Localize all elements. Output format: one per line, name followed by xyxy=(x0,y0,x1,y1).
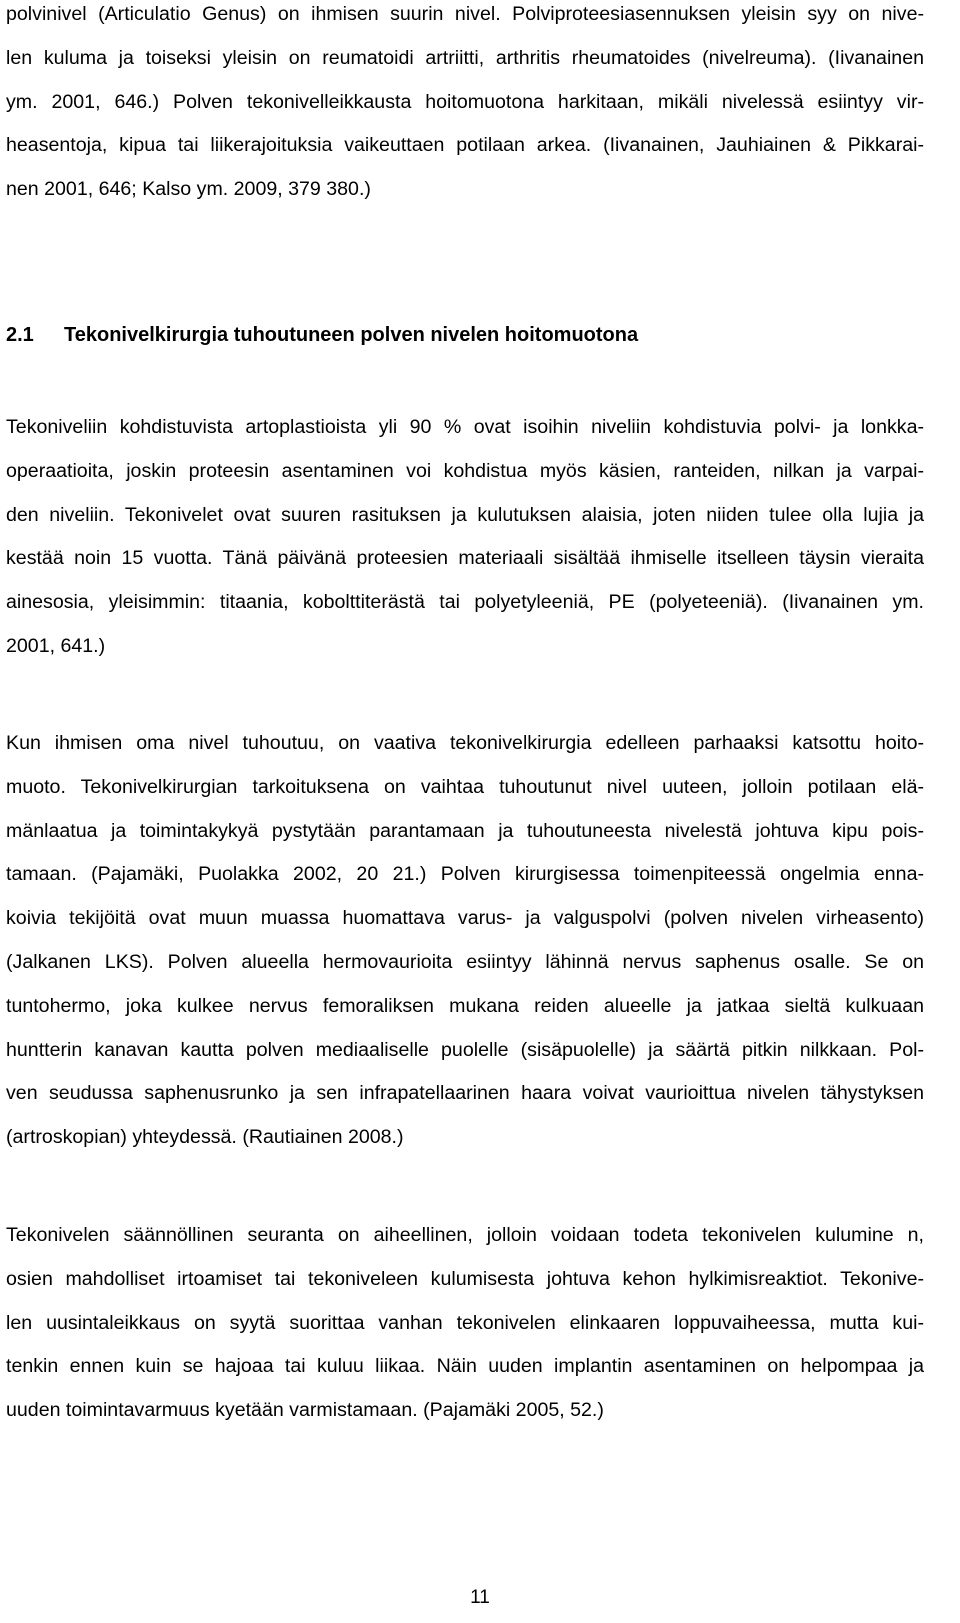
text-line: len kuluma ja toiseksi yleisin on reumatoidi artriitti, arthritis rheumatoides (nivelreuma). (Iivanainen xyxy=(6,46,924,69)
text-line: Kun ihmisen oma nivel tuhoutuu, on vaativa tekonivelkirurgia edelleen parhaaksi katsottu hoito- xyxy=(6,732,924,754)
text-line: (Jalkanen LKS). Polven alueella hermovaurioita esiintyy lähinnä nervus saphenus osalle. Se on xyxy=(6,950,924,973)
paragraph-implants xyxy=(6,406,924,669)
text-line: Tekonivelen säännöllinen seuranta on aiheellinen, jolloin voidaan todeta tekonivelen kulumine n, xyxy=(6,1224,924,1246)
text-line: osien mahdolliset irtoamiset tai tekoniveleen kulumisesta johtuva kehon hylkimisreaktiot. Tekonive- xyxy=(6,1267,924,1290)
text-line: heasentoja, kipua tai liikerajoituksia vaikeuttaen potilaan arkea. (Iivanainen, Jauhiainen & Pikkarai- xyxy=(6,134,924,157)
section-heading xyxy=(6,320,638,350)
text-line: nen 2001, 646; Kalso ym. 2009, 379 380.) xyxy=(6,178,371,201)
paragraph-followup xyxy=(6,1214,924,1433)
text-line: Tekoniveliin kohdistuvista artoplastioista yli 90 % ovat isoihin niveliin kohdistuvia polvi- ja lonkka- xyxy=(6,416,924,438)
text-line: polvinivel (Articulatio Genus) on ihmisen suurin nivel. Polviproteesiasennuksen yleisin syy on nive- xyxy=(6,3,924,25)
page-number: 11 xyxy=(470,1587,490,1608)
text-line: ven seudussa saphenusrunko ja sen infrapatellaarinen haara voivat vaurioittua nivelen tähystyksen xyxy=(6,1082,924,1105)
text-line: tamaan. (Pajamäki, Puolakka 2002, 20 21.) Polven kirurgisessa toimenpiteessä ongelmia enna- xyxy=(6,863,924,886)
text-line: 2001, 641.) xyxy=(6,634,106,657)
section-number: 2.1 xyxy=(6,324,34,346)
section-title: Tekonivelkirurgia tuhoutuneen polven nivelen hoitomuotona xyxy=(64,324,639,346)
text-line: koivia tekijöitä ovat muun muassa huomattava varus- ja valguspolvi (polven nivelen virheasento) xyxy=(6,907,924,930)
text-line: uuden toimintavarmuus kyetään varmistamaan. (Pajamäki 2005, 52.) xyxy=(6,1399,604,1422)
text-line: tenkin ennen kuin se hajoaa tai kuluu liikaa. Näin uuden implantin asentaminen on helpompaa ja xyxy=(6,1355,924,1378)
paragraph-surgery xyxy=(6,722,924,1160)
text-line: muoto. Tekonivelkirurgian tarkoituksena on vaihtaa tuhoutunut nivel uuteen, jolloin potilaan elä- xyxy=(6,775,924,798)
text-line: ym. 2001, 646.) Polven tekonivelleikkausta hoitomuotona harkitaan, mikäli nivelessä esiintyy vir- xyxy=(6,90,924,113)
text-line: (artroskopian) yhteydessä. (Rautiainen 2008.) xyxy=(6,1126,404,1149)
text-line: len uusintaleikkaus on syytä suorittaa vanhan tekonivelen elinkaaren loppuvaiheessa, mutta kui- xyxy=(6,1311,924,1334)
text-line: ainesosia, yleisimmin: titaania, kobolttiterästä tai polyetyleeniä, PE (polyeteeniä). (Iivanainen ym. xyxy=(6,591,924,614)
text-line: tuntohermo, joka kulkee nervus femoraliksen mukana reiden alueelle ja jatkaa sieltä kulkuaan xyxy=(6,994,924,1017)
text-line: den niveliin. Tekonivelet ovat suuren rasituksen ja kulutuksen alaisia, joten niiden tulee olla lujia ja xyxy=(6,503,924,526)
paragraph-intro xyxy=(6,0,924,212)
text-line: huntterin kanavan kautta polven mediaaliselle puolelle (sisäpuolelle) ja säärtä pitkin nilkkaan. Pol- xyxy=(6,1038,924,1061)
text-line: mänlaatua ja toimintakykyä pystytään parantamaan ja tuhoutuneesta nivelestä johtuva kipu pois- xyxy=(6,819,924,842)
text-line: operaatioita, joskin proteesin asentaminen voi kohdistua myös käsien, ranteiden, nilkan ja varpai- xyxy=(6,459,924,482)
text-line: kestää noin 15 vuotta. Tänä päivänä proteesien materiaali sisältää ihmiselle itselleen täysin vieraita xyxy=(6,547,924,570)
